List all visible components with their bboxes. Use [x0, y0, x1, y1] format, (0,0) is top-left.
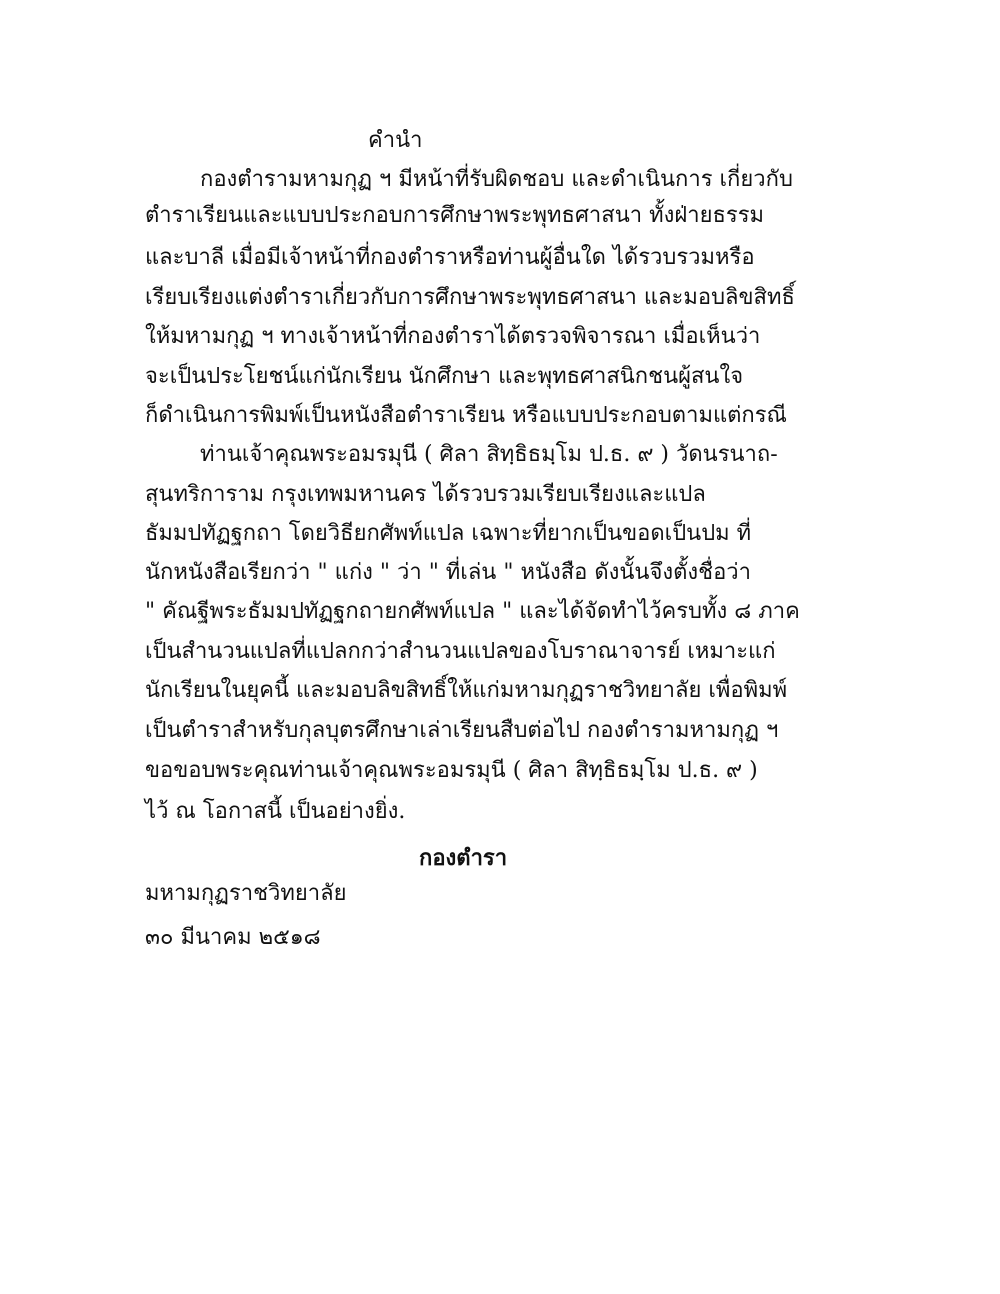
paragraph-2-line-3: ธัมมปทัฏฐกถา โดยวิธียกศัพท์แปล เฉพาะที่ยากเป็นขอดเป็นปม ที่	[145, 521, 752, 546]
paragraph-1-line-7: ก็ดำเนินการพิมพ์เป็นหนังสือตำราเรียน หรือแบบประกอบตามแต่กรณี	[145, 403, 787, 428]
paragraph-2-line-5: " คัณฐีพระธัมมปทัฏฐกถายกศัพท์แปล " และได้จัดทำไว้ครบทั้ง ๘ ภาค	[145, 599, 800, 624]
paragraph-1-line-3: และบาลี เมื่อมีเจ้าหน้าที่กองตำราหรือท่านผู้อื่นใด ได้รวบรวมหรือ	[145, 245, 755, 270]
paragraph-2-line-4: นักหนังสือเรียกว่า " แก่ง " ว่า " ที่เล่น " หนังสือ ดังนั้นจึงตั้งชื่อว่า	[145, 560, 751, 585]
signature-organization: มหามกุฏราชวิทยาลัย	[145, 881, 347, 906]
paragraph-2-line-6: เป็นสำนวนแปลที่แปลกกว่าสำนวนแปลของโบราณาจารย์ เหมาะแก่	[145, 639, 776, 664]
paragraph-2-line-2: สุนทริการาม กรุงเทพมหานคร ได้รวบรวมเรียบเรียงและแปล	[145, 482, 706, 507]
paragraph-2-line-8: เป็นตำราสำหรับกุลบุตรศึกษาเล่าเรียนสืบต่อไป กองตำรามหามกุฏ ฯ	[145, 718, 779, 743]
paragraph-1-line-1: กองตำรามหามกุฏ ฯ มีหน้าที่รับผิดชอบ และดำเนินการ เกี่ยวกับ	[200, 167, 793, 192]
paragraph-1-line-6: จะเป็นประโยชน์แก่นักเรียน นักศึกษา และพุทธศาสนิกชนผู้สนใจ	[145, 364, 744, 389]
paragraph-2-line-7: นักเรียนในยุคนี้ และมอบลิขสิทธิ์ให้แก่มหามกุฏราชวิทยาลัย เพื่อพิมพ์	[145, 678, 788, 703]
paragraph-2-line-10: ไว้ ณ โอกาสนี้ เป็นอย่างยิ่ง.	[145, 799, 406, 824]
paragraph-1-line-5: ให้มหามกุฏ ฯ ทางเจ้าหน้าที่กองตำราได้ตรวจพิจารณา เมื่อเห็นว่า	[145, 324, 761, 349]
paragraph-2-line-9: ขอขอบพระคุณท่านเจ้าคุณพระอมรมุนี ( ศิลา สิทฺธิธมฺโม ป.ธ. ๙ )	[145, 758, 758, 783]
page-title: คำนำ	[368, 128, 423, 153]
paragraph-1-line-2: ตำราเรียนและแบบประกอบการศึกษาพระพุทธศาสนา ทั้งฝ่ายธรรม	[145, 203, 765, 228]
signature-date: ๓๐ มีนาคม ๒๕๑๘	[145, 925, 321, 950]
paragraph-2-line-1: ท่านเจ้าคุณพระอมรมุนี ( ศิลา สิทฺธิธมฺโม ป.ธ. ๙ ) วัดนรนาถ-	[200, 442, 778, 467]
signature-department: กองตำรา	[419, 845, 508, 871]
paragraph-1-line-4: เรียบเรียงแต่งตำราเกี่ยวกับการศึกษาพระพุทธศาสนา และมอบลิขสิทธิ์	[145, 285, 795, 310]
